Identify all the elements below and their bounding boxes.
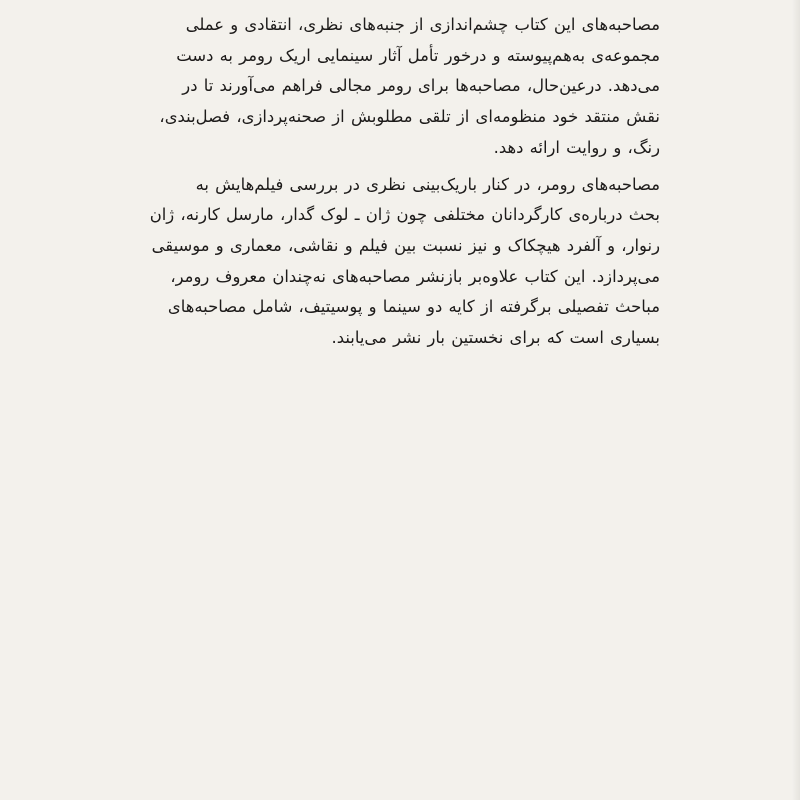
text-line: بسیاری است که برای نخستین بار نشر می‌یابند. <box>331 328 660 348</box>
text-line: رنگ، و روایت ارائه دهد. <box>493 137 660 157</box>
text-line: مصاحبه‌های این کتاب چشم‌اندازی از جنبه‌های نظری، انتقادی و عملی <box>185 15 660 34</box>
text-line: مباحث تفصیلی برگرفته از کایه دو سینما و پوسیتیف، شامل مصاحبه‌های <box>167 297 660 317</box>
text-line: نقش منتقد خود منظومه‌ای از تلقی مطلوبش از صحنه‌پردازی، فصل‌بندی، <box>159 107 660 127</box>
text-line: مصاحبه‌های رومر، در کنار باریک‌بینی نظری در بررسی فیلم‌هایش به <box>195 174 660 194</box>
blurb-paragraph-2 <box>150 170 660 354</box>
text-line: رنوار، و آلفرد هیچکاک و نیز نسبت بین فیلم و نقاشی، معماری و موسیقی <box>151 235 660 255</box>
text-line: مجموعه‌ی به‌هم‌پیوسته و درخور تأمل آثار سینمایی اریک رومر به دست <box>176 45 660 65</box>
text-line: می‌دهد. درعین‌حال، مصاحبه‌ها برای رومر مجالی فراهم می‌آورند تا در <box>182 76 660 96</box>
blurb-paragraph-1 <box>150 10 660 164</box>
text-line: می‌پردازد. این کتاب علاوه‌بر بازنشر مصاحبه‌های نه‌چندان معروف رومر، <box>170 266 660 286</box>
page-edge-shadow <box>792 0 800 800</box>
text-line: بحث درباره‌ی کارگردانان مختلفی چون ژان ـ لوک گدار، مارسل کارنه، ژان <box>149 205 660 225</box>
blurb-text <box>150 10 660 354</box>
